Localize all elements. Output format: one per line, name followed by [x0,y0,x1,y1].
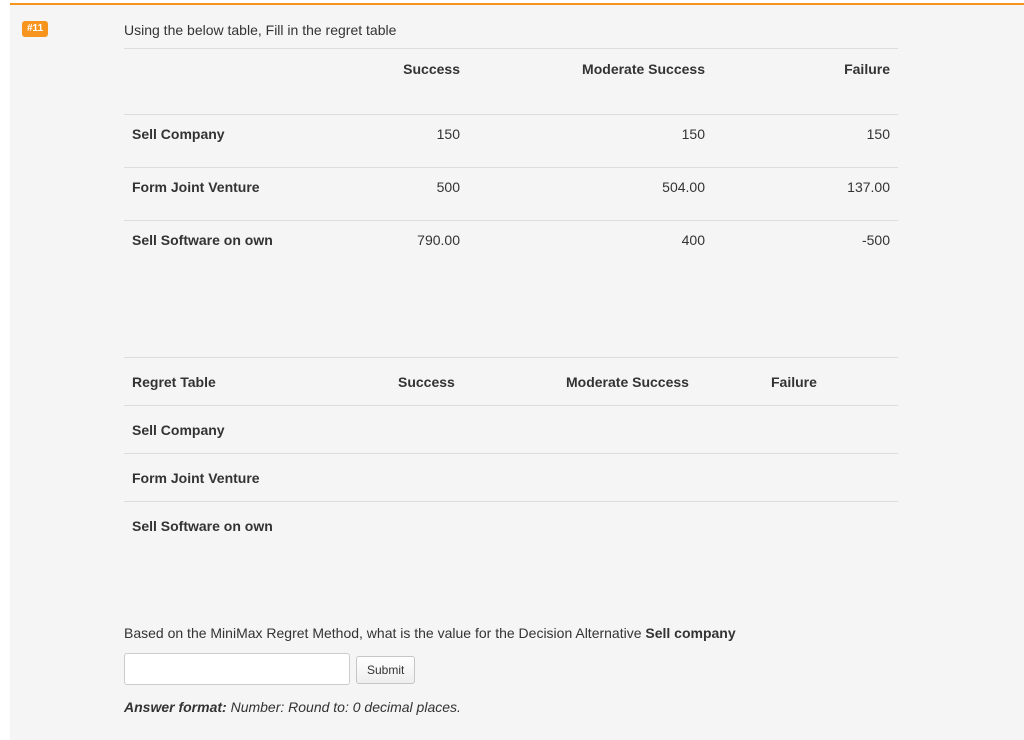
cell-value: 150 [382,115,468,168]
submit-button[interactable]: Submit [356,656,415,684]
payoff-header-blank [124,49,382,115]
row-label: Sell Software on own [124,502,390,550]
question-number-badge: #11 [22,21,48,37]
regret-cell [763,502,898,550]
payoff-header-success: Success [382,49,468,115]
payoff-table [124,48,898,274]
cell-value: 504.00 [468,168,713,221]
table-row [124,502,898,550]
regret-header-failure: Failure [763,358,898,406]
row-label: Form Joint Venture [124,454,390,502]
prompt-text: Based on the MiniMax Regret Method, what is the value for the Decision Alternative [124,625,646,641]
question-prompt [124,624,736,642]
row-label: Form Joint Venture [124,168,382,221]
question-text: Using the below table, Fill in the regret table [124,22,397,38]
cell-value: 790.00 [382,221,468,274]
row-label: Sell Company [124,115,382,168]
cell-value: 150 [713,115,898,168]
answer-format-text: Number: Round to: 0 decimal places. [226,699,461,715]
regret-cell [558,406,763,454]
table-row [124,168,898,221]
table-row [124,454,898,502]
regret-header-row [124,358,898,406]
payoff-header-failure: Failure [713,49,898,115]
prompt-alternative: Sell company [645,625,736,641]
cell-value: -500 [713,221,898,274]
regret-cell [390,502,558,550]
row-label: Sell Software on own [124,221,382,274]
regret-cell [390,454,558,502]
regret-header-success: Success [390,358,558,406]
cell-value: 400 [468,221,713,274]
regret-cell [763,454,898,502]
payoff-header-moderate-success: Moderate Success [468,49,713,115]
regret-cell [558,502,763,550]
regret-cell [390,406,558,454]
regret-cell [558,454,763,502]
cell-value: 500 [382,168,468,221]
payoff-header-row [124,49,898,115]
regret-header-moderate-success: Moderate Success [558,358,763,406]
cell-value: 137.00 [713,168,898,221]
cell-value: 150 [468,115,713,168]
regret-cell [763,406,898,454]
table-row [124,406,898,454]
table-row [124,221,898,274]
table-row [124,115,898,168]
question-panel [10,3,1024,740]
answer-format [124,698,461,716]
answer-format-label: Answer format: [124,699,227,715]
answer-input[interactable] [124,653,350,685]
regret-table [124,357,898,550]
row-label: Sell Company [124,406,390,454]
regret-header-title: Regret Table [124,358,390,406]
